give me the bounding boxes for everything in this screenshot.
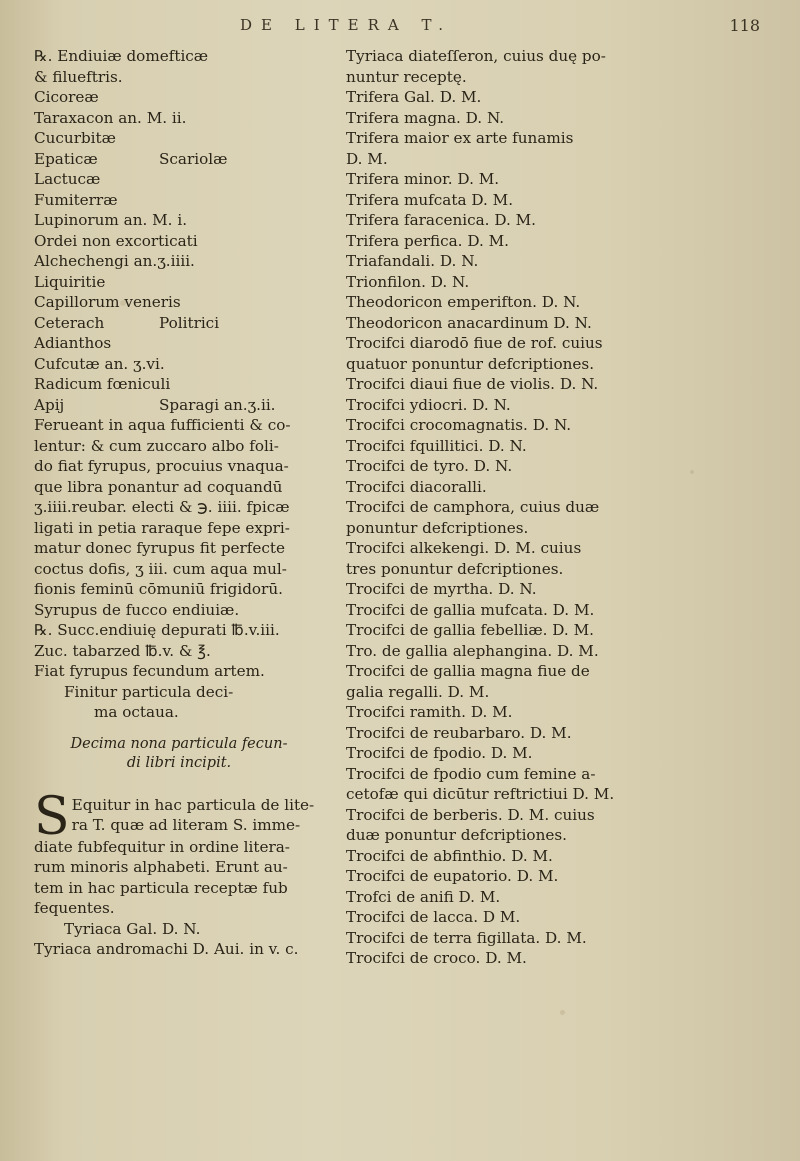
- recipe-list-item: Trifera maior ex arte funamis: [346, 129, 574, 147]
- text-line: ra T. quæ ad literam S. imme-: [71, 816, 301, 834]
- section-end-note: ma octaua.: [94, 703, 179, 721]
- recipe-list-item: Trocifci de croco. D. M.: [346, 949, 527, 967]
- recipe-list-item: cetofæ qui dicūtur reftrictiui D. M.: [346, 785, 615, 803]
- recipe-line: Zuc. tabarzed ℔.v. & ℥.: [34, 641, 211, 660]
- ingredient-pair-row: [34, 395, 324, 416]
- recipe-list-item: Trionfilon. D. N.: [346, 272, 470, 291]
- ingredient-line: Ordei non excorticati: [34, 231, 198, 250]
- recipe-list-item: galia regalli. D. M.: [346, 682, 490, 701]
- recipe-list-item: ponuntur defcriptiones.: [346, 518, 529, 537]
- section-heading-line: di libri incipit.: [126, 754, 232, 771]
- recipe-list-item: Trifera perfica. D. M.: [346, 231, 509, 250]
- text-line: lentur: & cum zuccaro albo foli-: [34, 436, 279, 455]
- recipe-list-item: Trocifci diacoralli.: [346, 477, 487, 496]
- recipe-list-item: tres ponuntur defcriptiones.: [346, 559, 564, 578]
- ingredient-name: Scariolæ: [159, 149, 228, 168]
- recipe-list-item: Trocifci de gallia mufcata. D. M.: [346, 600, 595, 619]
- recipe-list-item: Trocifci de camphora, cuius duæ: [346, 498, 600, 516]
- ingredient-line: Alchechengi an.ʒ.iiii.: [34, 252, 195, 270]
- text-line: que libra ponantur ad coquandū: [34, 477, 283, 496]
- recipe-list-item: Trocifci de eupatorio. D. M.: [346, 867, 559, 885]
- ingredient-line: Capillorum veneris: [34, 293, 181, 311]
- ingredient-name: Sparagi an.ʒ.ii.: [159, 395, 276, 414]
- recipe-list-item: Trifera faracenica. D. M.: [346, 211, 537, 229]
- recipe-list-item: Trocifci de lacca. D M.: [346, 908, 521, 926]
- recipe-list-item: Trocifci de fpodio. D. M.: [346, 744, 533, 762]
- running-title: DE LITERA T.: [240, 16, 453, 34]
- recipe-list-item: Theodoricon emperifton. D. N.: [346, 293, 581, 311]
- ingredient-line: Lupinorum an. M. i.: [34, 211, 188, 229]
- recipe-list-item: Trifera magna. D. N.: [346, 108, 505, 127]
- ingredient-line: Liquiritie: [34, 272, 106, 291]
- ingredient-line: Cicoreæ: [34, 88, 99, 106]
- recipe-list-item: D. M.: [346, 149, 388, 168]
- recipe-line: Syrupus de fucco endiuiæ.: [34, 600, 240, 619]
- recipe-list-item: Tro. de gallia alephangina. D. M.: [346, 641, 599, 660]
- ingredient-line: Lactucæ: [34, 170, 101, 188]
- drop-cap-initial: S: [34, 786, 70, 847]
- recipe-list-item: Trifera minor. D. M.: [346, 170, 500, 188]
- ingredient-pair-row: [34, 149, 324, 170]
- recipe-list-item: Trocifci alkekengi. D. M. cuius: [346, 539, 582, 557]
- ingredient-line: Cucurbitæ: [34, 129, 116, 147]
- recipe-list-item: Trocifci de myrtha. D. N.: [346, 580, 537, 598]
- recipe-list-item: Tyriaca andromachi D. Aui. in v. c.: [34, 940, 299, 958]
- recipe-list-item: Trifera Gal. D. M.: [346, 88, 482, 106]
- text-line: fequentes.: [34, 899, 115, 917]
- text-line: Ferueant in aqua fufficienti & co-: [34, 416, 291, 434]
- recipe-list-item: Trocifci de fpodio cum femine a-: [346, 764, 596, 783]
- ingredient-name: Ceterach: [34, 313, 105, 332]
- recipe-list-item: Trocifci ramith. D. M.: [346, 703, 513, 721]
- recipe-list-item: Trocifci fquillitici. D. N.: [346, 436, 527, 455]
- recipe-list-item: Trofci de anifi D. M.: [346, 887, 501, 906]
- running-header: [240, 16, 760, 42]
- recipe-list-item: Trocifci de gallia magna fiue de: [346, 662, 590, 680]
- recipe-list-item: quatuor ponuntur defcriptiones.: [346, 354, 595, 373]
- page-number: 118: [729, 16, 760, 35]
- text-line: diate fubfequitur in ordine litera-: [34, 837, 290, 856]
- ingredient-name: Politrici: [159, 313, 220, 332]
- recipe-list-item: Trocifci de berberis. D. M. cuius: [346, 805, 595, 824]
- section-heading-line: Decima nona particula fecun-: [70, 735, 288, 752]
- recipe-list-item: Trocifci diaui fiue de violis. D. N.: [346, 375, 599, 393]
- ingredient-name: Apij: [34, 395, 65, 414]
- text-line: rum minoris alphabeti. Erunt au-: [34, 858, 288, 876]
- section-end-note: Finitur particula deci-: [64, 682, 234, 701]
- recipe-line: ℞. Succ.endiuię depurati ℔.v.iii.: [34, 621, 280, 639]
- ingredient-line: Radicum fœniculi: [34, 375, 171, 393]
- recipe-list-item: Trocifci crocomagnatis. D. N.: [346, 416, 572, 434]
- text-line: Equitur in hac particula de lite-: [71, 795, 315, 814]
- recipe-list-item: Trocifci de terra figillata. D. M.: [346, 928, 587, 947]
- text-line: ʒ.iiii.reubar. electi & ℈. iiii. fpicæ: [34, 498, 290, 516]
- recipe-list-item: Trocifci de gallia febelliæ. D. M.: [346, 621, 594, 639]
- text-line: do fiat fyrupus, procuius vnaqua-: [34, 457, 289, 475]
- recipe-list-item: Trocifci ydiocri. D. N.: [346, 395, 511, 414]
- text-line: ligati in petia raraque fepe expri-: [34, 518, 290, 537]
- ingredient-pair-row: [34, 313, 324, 334]
- ingredient-line: ℞. Endiuiæ domefticæ: [34, 47, 209, 65]
- paper-stain: [560, 1010, 565, 1015]
- recipe-list-item: Tyriaca Gal. D. N.: [64, 919, 201, 938]
- recipe-list-item: Trocifci de reubarbaro. D. M.: [346, 723, 572, 742]
- ingredient-line: Taraxacon an. M. ii.: [34, 108, 187, 127]
- recipe-list-item: duæ ponuntur defcriptiones.: [346, 826, 567, 844]
- recipe-list-item: Theodoricon anacardinum D. N.: [346, 313, 592, 332]
- ingredient-line: Fumiterræ: [34, 190, 118, 209]
- recipe-list-item: Trocifci diarodō fiue de rof. cuius: [346, 334, 603, 352]
- recipe-list-item: nuntur receptę.: [346, 67, 467, 86]
- recipe-list-item: Tyriaca diateſſeron, cuius duę po-: [346, 47, 606, 65]
- ingredient-line: & filueftris.: [34, 67, 123, 86]
- recipe-list-item: Trifera mufcata D. M.: [346, 190, 514, 209]
- ingredient-line: Adianthos: [34, 334, 112, 352]
- text-line: fionis feminū cōmuniū frigidorū.: [34, 580, 283, 598]
- text-line: matur donec fyrupus fit perfecte: [34, 539, 286, 557]
- recipe-line: Fiat fyrupus fecundum artem.: [34, 662, 265, 680]
- recipe-list-item: Triafandali. D. N.: [346, 252, 479, 270]
- recipe-list-item: Trocifci de tyro. D. N.: [346, 457, 513, 475]
- section-heading: [34, 735, 324, 773]
- right-column: [346, 46, 776, 969]
- recipe-list-item: Trocifci de abfinthio. D. M.: [346, 846, 553, 865]
- ingredient-name: Epaticæ: [34, 149, 98, 168]
- text-line: coctus dofis, ʒ iii. cum aqua mul-: [34, 559, 287, 578]
- ingredient-line: Cufcutæ an. ʒ.vi.: [34, 354, 165, 373]
- text-line: tem in hac particula receptæ fub: [34, 878, 288, 897]
- left-column: [34, 46, 324, 960]
